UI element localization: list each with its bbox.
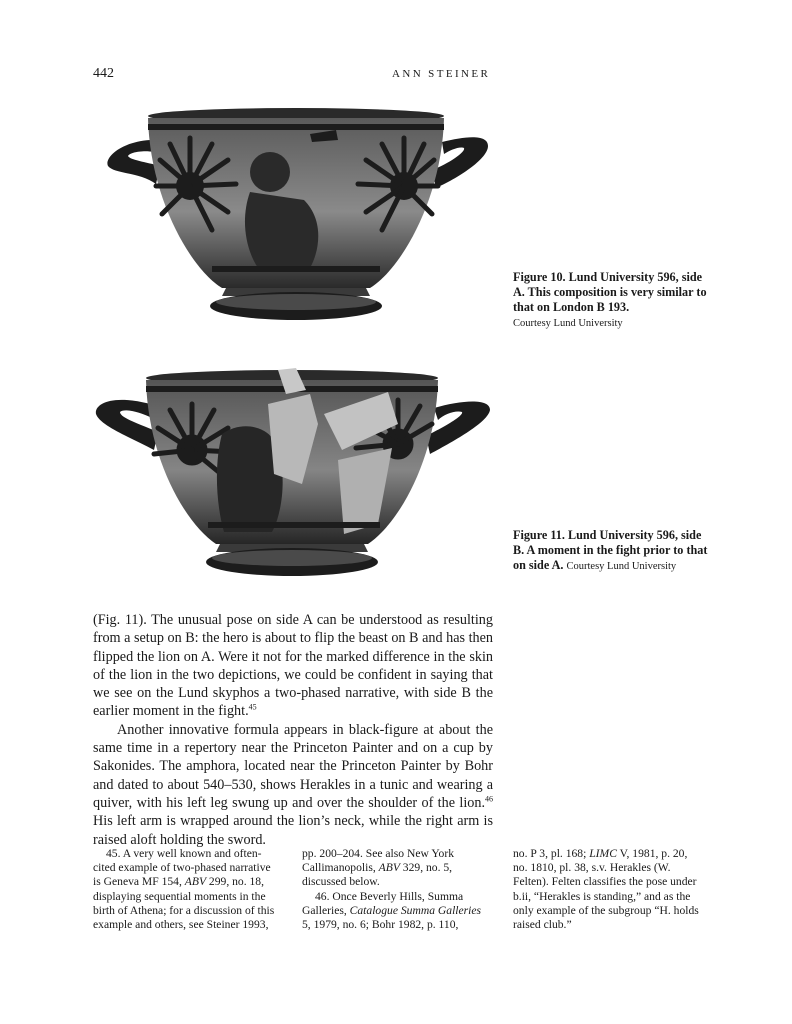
footnote-46-continued (513, 847, 703, 932)
figure-10-caption (513, 270, 713, 331)
body-paragraph-1-text: (Fig. 11). The unusual pose on side A can be understood as resulting from a setup on B: the hero is about to flip the beast on B and has then flipped the lion on A. Were it not for the marked difference in the skin of the lion in the two depictions, we could be confident in saying that we see on the Lund skyphos a two-phased narrative, with side B the earlier moment in the fight. (93, 612, 493, 720)
body-paragraph-2a-text: Another innovative formula appears in black-figure at about the same time in a repertory near the Princeton Painter and on a cup by Sakonides. The amphora, located near the Princeton Painter by Bohr and dated to about 540–530, shows Herakles in a tunic and wearing a quiver, with his left leg swung up and over the shoulder of the lion. (93, 721, 493, 811)
body-paragraph-2b-text: His left arm is wrapped around the lion’s neck, while the right arm is raised aloft holding the sword. (93, 813, 493, 848)
footnote-ref-46: 46 (485, 794, 493, 804)
skyphos-side-a-illustration (100, 100, 492, 336)
page-number: 442 (93, 66, 114, 81)
figure-11-credit: Courtesy Lund University (566, 561, 677, 572)
footnote-ref-45: 45 (248, 702, 257, 712)
footnote-46-text-b-cont: no. P 3, pl. 168; (513, 847, 590, 860)
figure-11-title: Figure 11. Lund University 596, side B. A moment in the fight prior to that on side A. (513, 528, 708, 572)
figure-11-skyphos-photo (92, 364, 492, 588)
footnotes-column-2 (302, 847, 490, 932)
footnote-46-start (302, 890, 490, 933)
figure-10-title: Figure 10. Lund University 596, side A. This composition is very similar to that on London B 193. (513, 270, 707, 314)
footnote-45-abv-2: ABV (378, 861, 400, 875)
footnote-46-limc: LIMC (589, 847, 617, 860)
footnote-46-text-a: 46. Once Beverly Hills, Summa Galleries, (302, 889, 464, 917)
footnote-46-text-b: 5, 1979, no. 6; Bohr 1982, p. 110, (302, 918, 459, 932)
footnote-45-text-b-cont: pp. 200–204. See also New York Callimanopolis, (302, 847, 455, 875)
footnote-45-abv: ABV (184, 875, 207, 889)
running-head: ANN STEINER (392, 68, 491, 80)
footnote-45-text-a: 45. A very well known and often-cited example of two-phased narrative is Geneva MF 154, (93, 847, 271, 889)
body-paragraph-1 (93, 611, 493, 721)
footnote-45-text-b: 299, no. 18, displaying sequential moments in the birth of Athena; for a discussion of this example and others, see Steiner 1993, (93, 875, 275, 932)
figure-10-skyphos-photo (100, 100, 492, 336)
figure-11-caption (513, 528, 713, 574)
footnotes-column-3 (513, 847, 703, 932)
footnote-45-text-c: 329, no. 5, discussed below. (302, 861, 453, 889)
footnote-46-text-c: V, 1981, p. 20, no. 1810, pl. 38, s.v. Herakles (W. Felten). Felten classifies the pose under b.ii, “Herakles is standing,” and as the only example of the subgroup “H. holds raised club.” (513, 847, 699, 932)
footnote-45-continued (302, 847, 490, 890)
body-text (93, 611, 493, 849)
footnote-46-catalogue: Catalogue Summa Galleries (349, 903, 482, 917)
body-paragraph-2 (93, 721, 493, 849)
footnote-45-start (93, 847, 281, 932)
figure-10-credit: Courtesy Lund University (513, 318, 623, 329)
footnotes-column-1 (93, 847, 281, 932)
skyphos-side-b-illustration (92, 364, 492, 588)
